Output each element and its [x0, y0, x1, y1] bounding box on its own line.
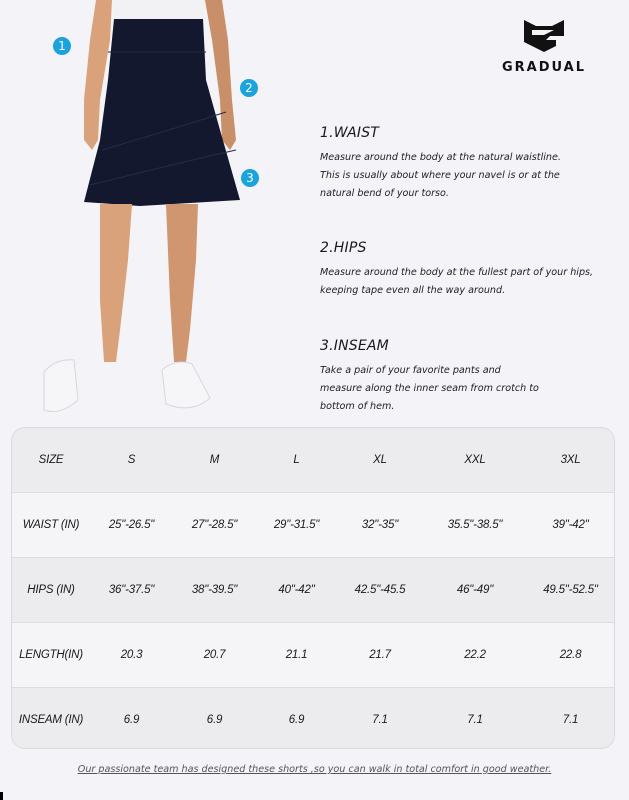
- table-cell: 20.3: [120, 649, 143, 661]
- table-cell: 21.7: [369, 649, 391, 661]
- table-cell: 42.5"-45.5: [354, 584, 406, 596]
- header-cell-s: S: [127, 454, 136, 466]
- row-label: INSEAM (IN): [18, 714, 84, 726]
- hips-guide: [320, 240, 620, 300]
- table-header-row: [12, 428, 614, 492]
- inseam-line-2: measure along the inner seam from crotch to: [320, 383, 539, 394]
- table-cell: 7.1: [372, 714, 388, 726]
- table-cell: 22.2: [464, 649, 486, 661]
- table-row-inseam: [12, 687, 614, 749]
- footer-note: Our passionate team has designed these shorts ,so you can walk in total comfort in good weather.: [77, 764, 552, 775]
- waist-line-3: natural bend of your torso.: [320, 188, 449, 199]
- table-cell: 25"-26.5": [108, 519, 155, 531]
- waist-description: [320, 149, 620, 203]
- header-cell-size: SIZE: [38, 454, 64, 466]
- table-cell: 46"-49": [456, 584, 494, 596]
- waist-heading: 1.WAIST: [320, 125, 380, 141]
- hips-line-2: keeping tape even all the way around.: [320, 285, 506, 296]
- inseam-heading: 3.INSEAM: [320, 338, 389, 354]
- table-row-length: [12, 622, 614, 687]
- inseam-description: [320, 362, 620, 416]
- table-cell: 7.1: [467, 714, 483, 726]
- row-label: HIPS (IN): [27, 584, 75, 596]
- table-cell: 38"-39.5": [191, 584, 238, 596]
- corner-mark: [0, 792, 3, 800]
- marker-2-hips-icon: 2: [240, 79, 258, 97]
- table-row-hips: [12, 557, 614, 622]
- row-label: LENGTH(IN): [19, 649, 83, 661]
- table-cell: 32"-35": [361, 519, 399, 531]
- table-cell: 29"-31.5": [273, 519, 320, 531]
- inseam-line-1: Take a pair of your favorite pants and: [320, 365, 501, 376]
- table-row-waist: [12, 492, 614, 557]
- table-cell: 39"-42": [552, 519, 589, 531]
- inseam-guide: [320, 338, 620, 416]
- header-cell-xxl: XXL: [464, 454, 486, 466]
- size-chart-table: [11, 427, 615, 749]
- marker-3-inseam-icon: 3: [241, 169, 259, 187]
- header-cell-l: L: [293, 454, 300, 466]
- table-cell: 40"-42": [278, 584, 315, 596]
- header-cell-3xl: 3XL: [560, 454, 581, 466]
- waist-guide: [320, 125, 620, 203]
- table-cell: 22.8: [559, 649, 582, 661]
- row-label: WAIST (IN): [22, 519, 80, 531]
- hips-line-1: Measure around the body at the fullest part of your hips,: [320, 267, 594, 278]
- hips-description: [320, 264, 620, 300]
- waist-line-1: Measure around the body at the natural waistline.: [320, 152, 561, 163]
- header-cell-xl: XL: [373, 454, 387, 466]
- header-cell-m: M: [209, 454, 220, 466]
- table-cell: 6.9: [288, 714, 305, 726]
- table-cell: 35.5"-38.5": [447, 519, 503, 531]
- inseam-line-3: bottom of hem.: [320, 401, 395, 412]
- table-cell: 49.5"-52.5": [543, 584, 598, 596]
- table-cell: 21.1: [285, 649, 308, 661]
- brand-name: GRADUAL: [501, 60, 587, 75]
- table-cell: 7.1: [562, 714, 579, 726]
- table-cell: 36"-37.5": [108, 584, 155, 596]
- gradual-logo-icon: [522, 18, 566, 54]
- skirt-model-illustration: [0, 0, 300, 420]
- table-cell: 6.9: [206, 714, 223, 726]
- table-cell: 6.9: [123, 714, 140, 726]
- table-cell: 20.7: [203, 649, 226, 661]
- table-cell: 27"-28.5": [191, 519, 238, 531]
- hips-heading: 2.HIPS: [320, 240, 367, 256]
- waist-line-2: This is usually about where your navel is or at the: [320, 170, 560, 181]
- marker-1-waist-icon: 1: [53, 37, 71, 55]
- brand-logo: [498, 18, 590, 75]
- product-model-image: [0, 0, 300, 420]
